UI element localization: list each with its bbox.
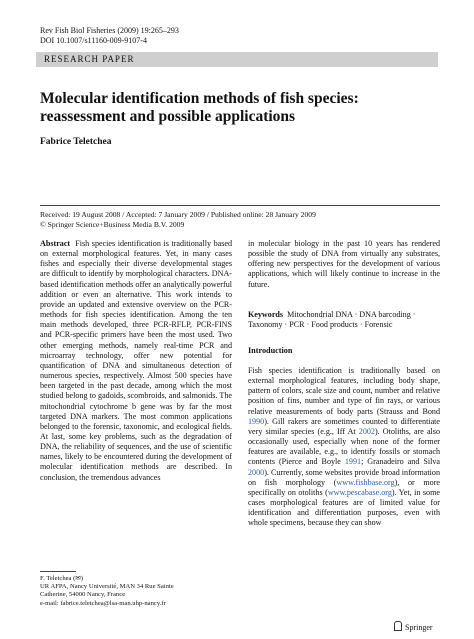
intro-text-2: ). Gill rakers are sometimes counted to differentiate very similar species (e.g., Iff At (248, 416, 440, 436)
ref-link[interactable]: 1990 (248, 416, 265, 426)
author-name: Fabrice Teletchea (40, 137, 112, 147)
intro-text-7: ). Yet, in some cases morphological features are of limited value for identification and differentiation purposes, even with whole specimens, because they can show (248, 487, 440, 528)
introduction-heading: Introduction (248, 346, 293, 355)
keywords-label: Keywords (248, 310, 284, 319)
divider (40, 205, 440, 206)
springer-horse-icon (394, 621, 402, 631)
intro-text-4: ; Granadeiro and Silva (361, 457, 441, 467)
journal-header (40, 26, 179, 46)
keywords-section (248, 310, 440, 330)
corr-address-1: UR AFPA, Nancy Université, MAN 34 Rue Sainte (40, 583, 174, 591)
article-type-banner (36, 52, 438, 67)
dates-line: Received: 19 August 2008 / Accepted: 7 January 2009 / Published online: 28 January 2009 (40, 210, 316, 219)
footnote-rule (40, 571, 76, 572)
corr-address-2: Catherine, 54000 Nancy, France (40, 591, 126, 599)
journal-citation: Rev Fish Biol Fisheries (2009) 19:265–293 (40, 26, 179, 35)
abstract-label: Abstract (40, 239, 71, 248)
article-type-label: RESEARCH PAPER (44, 54, 135, 64)
url-link[interactable]: www.pescabase.org (327, 487, 392, 497)
ref-link[interactable]: 2000 (248, 467, 265, 477)
publisher-name: Springer (405, 623, 433, 632)
doi: DOI 10.1007/s11160-009-9107-4 (40, 36, 147, 45)
intro-text-1: Fish species identification is traditionally based on external morphological features, including body shape, pattern of colors, scale size and count, number and relative position of fins, number and type of fin rays, or various relative measurements of body parts (Strauss and Bond (248, 366, 440, 416)
publication-dates (40, 210, 440, 230)
correspondence-block (40, 575, 240, 608)
introduction-text (248, 366, 440, 529)
publisher-logo (394, 621, 433, 632)
abstract-text: Fish species identification is traditionally based on external morphological features. Yet, in many cases fishes and especially their diverse developmental stages are difficult to identify by morphological characters. DNA-based identification methods offer an analytically powerful addition or even an alternative. This work intends to provide an updated and extensive overview on the PCR-methods for fish species identification. Among the ten main methods developed, three PCR-RFLP, PCR-FINS and PCR-specific primers have been the most used. Two other emerging methods, namely real-time PCR and microarray technology, offer new potential for quantification of DNA and simultaneous detection of numerous species, respectively. Almost 500 species have been targeted in the past decade, among which the most studied belong to gadoids, scombroids, and salmonids. The mitochondrial cytochrome b gene was by far the most targeted DNA markers. The most common applications belonged to the forensic, taxonomic, and ecological fields. At last, some key problems, such as the degradation of DNA, the reliability of sequences, and the use of scientific names, likely to be encountered during the development of molecular identification methods are described. In conclusion, the tremendous advances (40, 239, 233, 482)
abstract-continued-text: in molecular biology in the past 10 years has rendered possible the study of DNA from virtually any substrates, offering new perspectives for the development of various applications, which will likely continue to increase in the future. (248, 239, 440, 289)
ref-link[interactable]: 1991 (344, 457, 362, 467)
ref-link[interactable]: 2002 (358, 426, 375, 436)
url-link[interactable]: www.fishbase.org (336, 477, 395, 487)
corr-email: e-mail: fabrice.teletchea@lsa-man.uhp-nancy.fr (40, 599, 166, 607)
keywords-text: Mitochondrial DNA · DNA barcoding · Taxonomy · PCR · Food products · Forensic (248, 310, 416, 330)
abstract-section (40, 239, 232, 483)
intro-text-6: ), or more specifically on otoliths ( (248, 477, 440, 497)
corr-name: F. Teletchea (✉) (40, 575, 84, 582)
intro-text-5: ). Currently, some websites provide broad information on fish morphology ( (248, 467, 440, 487)
intro-text-3: ). Otoliths, are also occasionally used, especially when none of the former features are available, e.g., to identify fossils or stomach contents (Pierce and Boyle (248, 426, 440, 467)
paper-title: Molecular identification methods of fish species: reassessment and possible applications (40, 90, 359, 125)
abstract-continued (248, 239, 440, 290)
copyright-line: © Springer Science+Business Media B.V. 2009 (40, 220, 185, 229)
